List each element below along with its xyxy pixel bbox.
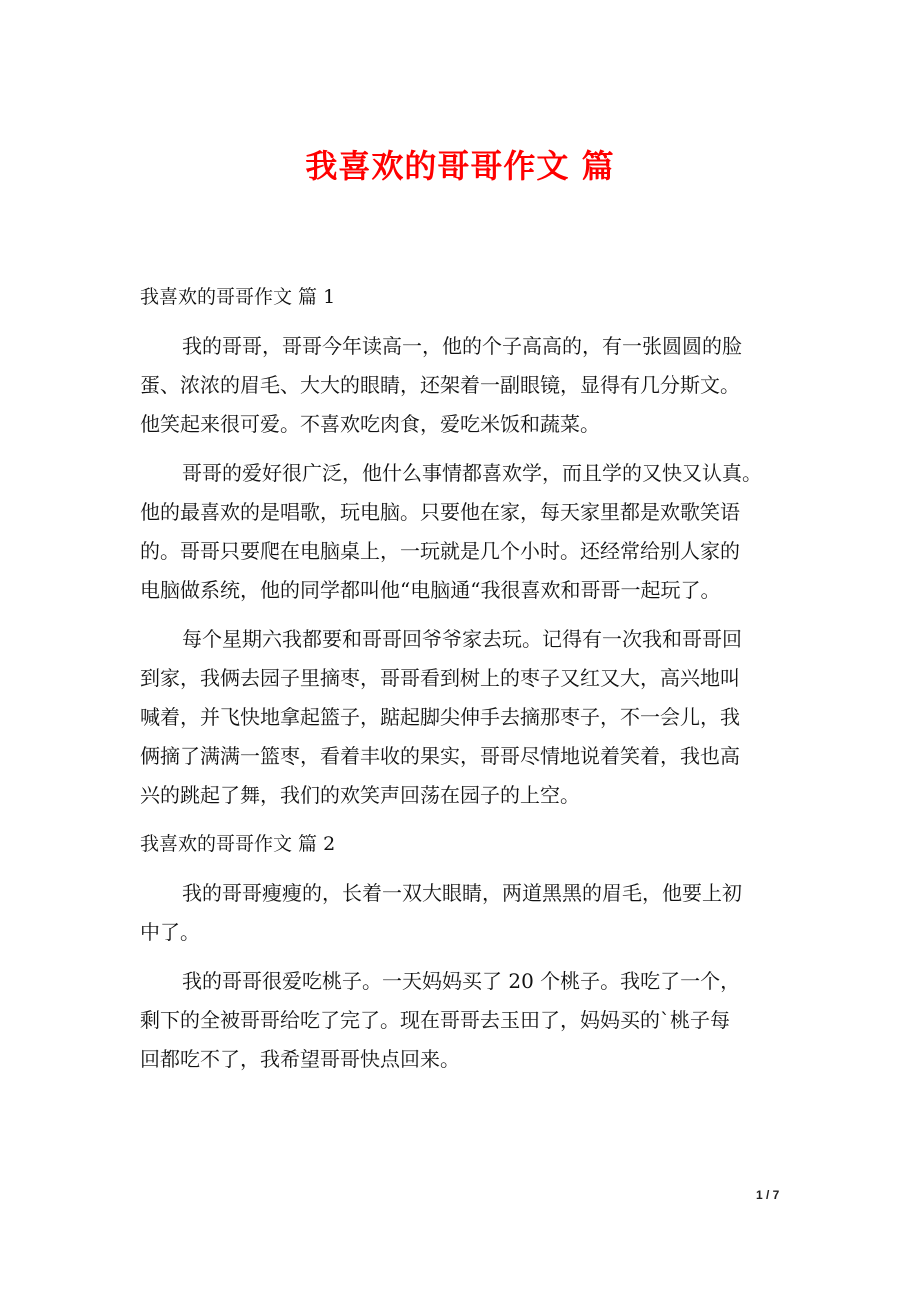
text-line: 蛋、浓浓的眉毛、大大的眼睛，还架着一副眼镜，显得有几分斯文。: [140, 373, 740, 397]
text-line: 他笑起来很可爱。不喜欢吃肉食，爱吃米饭和蔬菜。: [140, 412, 600, 436]
text-line: 回都吃不了，我希望哥哥快点回来。: [140, 1047, 460, 1071]
text-line: 每个星期六我都要和哥哥回爷爷家去玩。记得有一次我和哥哥回: [182, 627, 742, 651]
section-1: [140, 278, 790, 815]
section-2: [140, 825, 790, 1079]
paragraph: [140, 874, 790, 952]
text-line: 哥哥的爱好很广泛，他什么事情都喜欢学，而且学的又快又认真。: [182, 461, 762, 485]
text-line: 的。哥哥只要爬在电脑桌上，一玩就是几个小时。还经常给别人家的: [140, 539, 740, 563]
paragraph: [140, 327, 790, 444]
section-heading: 我喜欢的哥哥作文 篇 1: [140, 286, 336, 308]
text-line: 我的哥哥，哥哥今年读高一，他的个子高高的，有一张圆圆的脸: [182, 334, 742, 358]
document-body: [140, 278, 790, 1089]
text-line: 喊着，并飞快地拿起篮子，踮起脚尖伸手去摘那枣子，不一会儿，我: [140, 705, 740, 729]
page-indicator: 1 / 7: [756, 1188, 780, 1202]
section-heading: 我喜欢的哥哥作文 篇 2: [140, 833, 336, 855]
paragraph: [140, 620, 790, 815]
text-line: 他的最喜欢的是唱歌，玩电脑。只要他在家，每天家里都是欢歌笑语: [140, 500, 740, 524]
paragraph: [140, 962, 790, 1079]
text-line: 兴的跳起了舞，我们的欢笑声回荡在园子的上空。: [140, 783, 580, 807]
text-line: 剩下的全被哥哥给吃了完了。现在哥哥去玉田了，妈妈买的`桃子每: [140, 1008, 730, 1032]
paragraph: [140, 454, 790, 610]
text-line: 到家，我俩去园子里摘枣，哥哥看到树上的枣子又红又大，高兴地叫: [140, 666, 740, 690]
text-line: 我的哥哥瘦瘦的，长着一双大眼睛，两道黑黑的眉毛，他要上初: [182, 881, 742, 905]
text-line: 俩摘了满满一篮枣，看着丰收的果实，哥哥尽情地说着笑着，我也高: [140, 744, 740, 768]
text-line: 中了。: [140, 920, 200, 944]
text-line: 电脑做系统，他的同学都叫他“电脑通“我很喜欢和哥哥一起玩了。: [140, 578, 721, 602]
text-line: 我的哥哥很爱吃桃子。一天妈妈买了 20 个桃子。我吃了一个，: [182, 969, 741, 993]
document-title: 我喜欢的哥哥作文 篇: [305, 147, 615, 185]
